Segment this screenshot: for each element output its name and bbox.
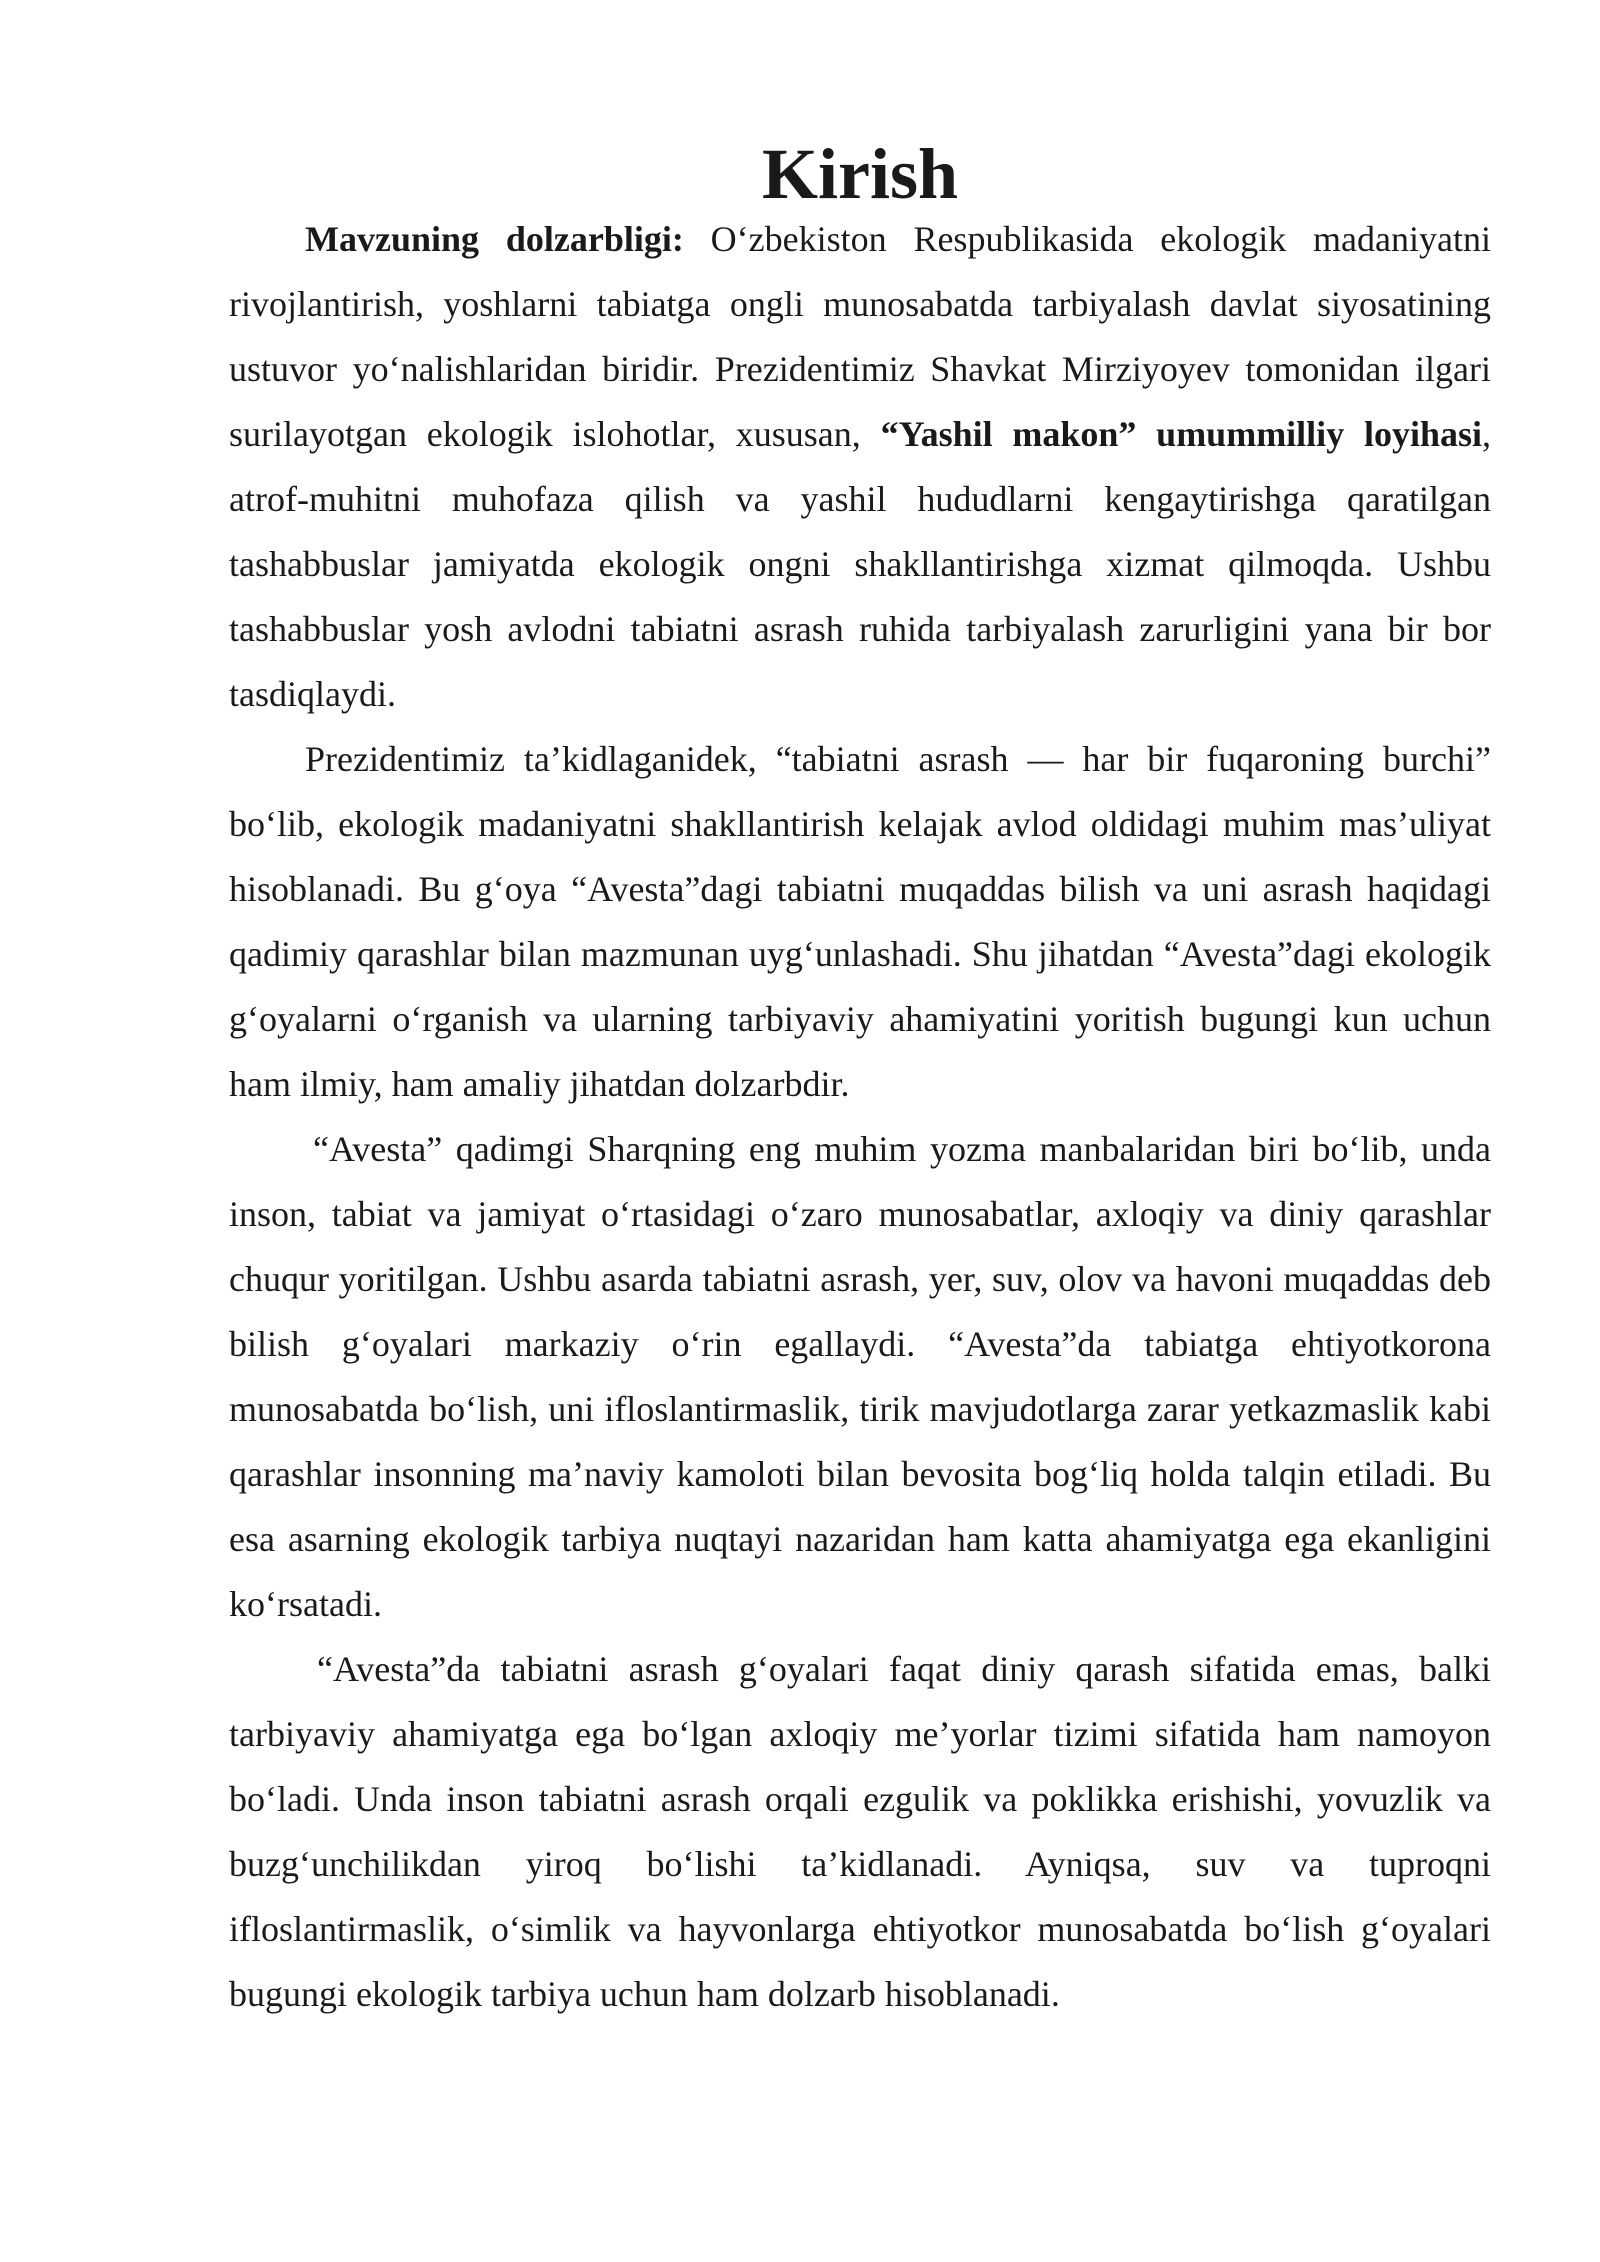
paragraph-avesta-ethics: “Avesta”da tabiatni asrash g‘oyalari faqat diniy qarash sifatida emas, balki tarbiyaviy ahamiyatga ega bo‘lgan axloqiy me’yorlar tizimi sifatida ham namoyon bo‘ladi. Unda inson tabiatni asrash orqali ezgulik va poklikka erishishi, yovuzlik va buzg‘unchilikdan yiroq bo‘lishi ta’kidlanadi. Ayniqsa, suv va tuproqni ifloslantirmaslik, o‘simlik va hayvonlarga ehtiyotkor munosabatda bo‘lish g‘oyalari bugungi ekologik tarbiya uchun ham dolzarb hisoblanadi. bbox=[229, 1649, 1491, 2014]
green-space-project-name: “Yashil makon” umummilliy loyihasi bbox=[880, 414, 1482, 454]
relevance-label: Mavzuning dolzarbligi: bbox=[305, 219, 684, 259]
paragraph-relevance-text-a: O‘zbekiston Respublikasida ekologik madaniyatni rivojlantirish, yoshlarni tabiatga ongli munosabatda tarbiyalash davlat siyosatining ustuvor yo‘nalishlaridan biridir. Prezidentimiz Shavkat Mirziyoyev tomonidan ilgari surilayotgan ekologik islohotlar, xususan, bbox=[229, 219, 1491, 454]
section-heading: Kirish bbox=[761, 134, 959, 214]
paragraph-relevance bbox=[229, 207, 1491, 727]
paragraph-avesta-source: “Avesta” qadimgi Sharqning eng muhim yozma manbalaridan biri bo‘lib, unda inson, tabiat va jamiyat o‘rtasidagi o‘zaro munosabatlar, axloqiy va diniy qarashlar chuqur yoritilgan. Ushbu asarda tabiatni asrash, yer, suv, olov va havoni muqaddas deb bilish g‘oyalari markaziy o‘rin egallaydi. “Avesta”da tabiatga ehtiyotkorona munosabatda bo‘lish, uni ifloslantirmaslik, tirik mavjudotlarga zarar yetkazmaslik kabi qarashlar insonning ma’naviy kamoloti bilan bevosita bog‘liq holda talqin etiladi. Bu esa asarning ekologik tarbiya nuqtayi nazaridan ham katta ahamiyatga ega ekanligini ko‘rsatadi. bbox=[229, 1129, 1491, 1624]
document-page bbox=[229, 134, 1491, 2027]
paragraph-relevance-text-b: , atrof-muhitni muhofaza qilish va yashil hududlarni kengaytirishga qaratilgan tashabbuslar jamiyatda ekologik ongni shakllantirishga xizmat qilmoqda. Ushbu tashabbuslar yosh avlodni tabiatni asrash ruhida tarbiyalash zarurligini yana bir bor tasdiqlaydi. bbox=[229, 414, 1491, 714]
paragraph-president-quote: Prezidentimiz ta’kidlaganidek, “tabiatni asrash — har bir fuqaroning burchi” bo‘lib, ekologik madaniyatni shakllantirish kelajak avlod oldidagi muhim mas’uliyat hisoblanadi. Bu g‘oya “Avesta”dagi tabiatni muqaddas bilish va uni asrash haqidagi qadimiy qarashlar bilan mazmunan uyg‘unlashadi. Shu jihatdan “Avesta”dagi ekologik g‘oyalarni o‘rganish va ularning tarbiyaviy ahamiyatini yoritish bugungi kun uchun ham ilmiy, ham amaliy jihatdan dolzarbdir. bbox=[229, 739, 1491, 1104]
